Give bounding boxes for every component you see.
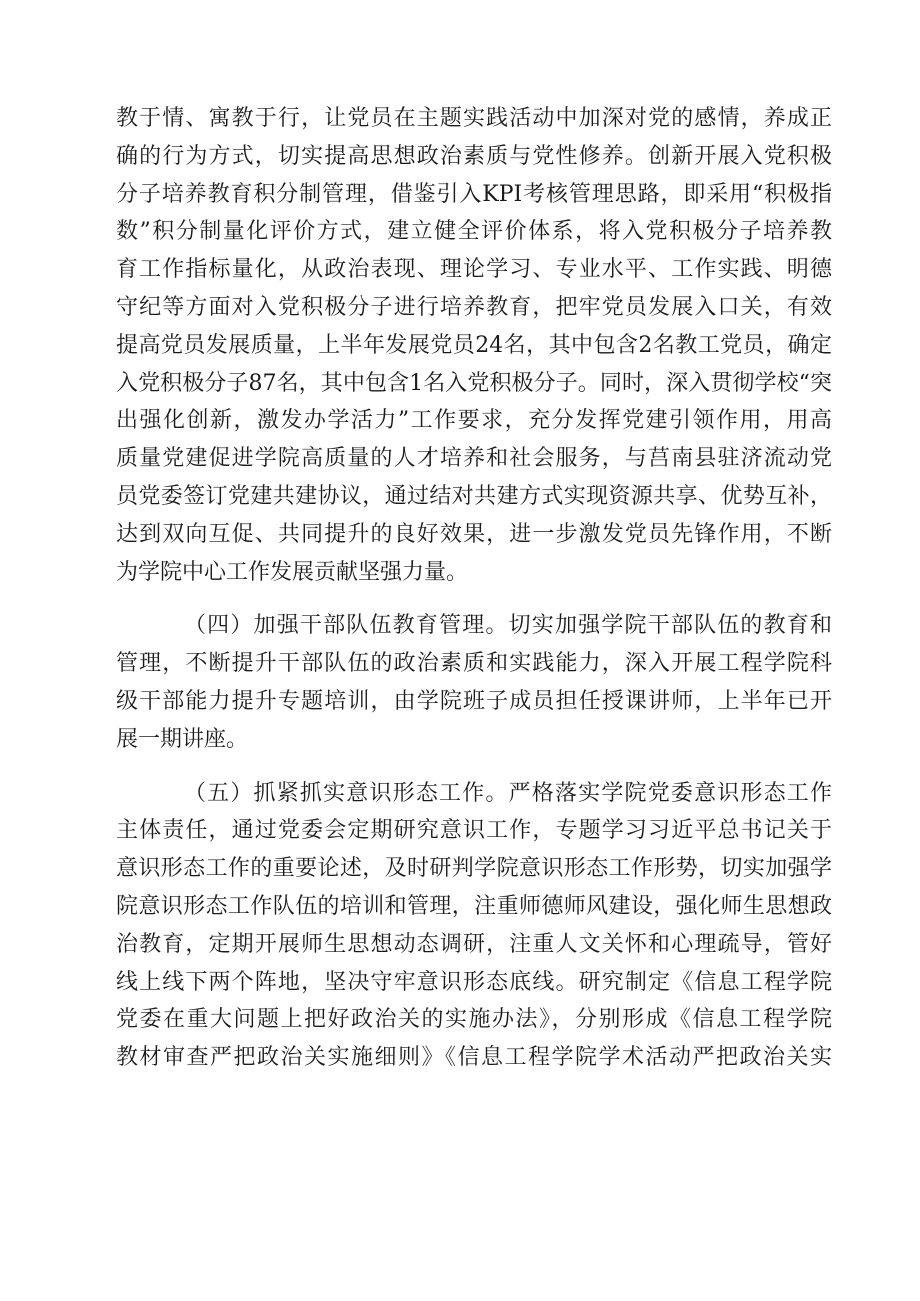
text-line: 员党委签订党建共建协议，通过结对共建方式实现资源共享、优势互补， [116,483,832,509]
text-line: 教于情、寓教于行，让党员在主题实践活动中加深对党的感情，养成正 [116,106,832,131]
text-line: 级干部能力提升专题培训，由学院班子成员担任授课讲师，上半年已开 [116,688,832,714]
text-line: 治教育，定期开展师生思想动态调研，注重人文关怀和心理疏导，管好 [116,931,832,957]
section-heading-line: （五）抓紧抓实意识形态工作。严格落实学院党委意识形态工作 [184,780,832,806]
text-line: 线上线下两个阵地，坚决守牢意识形态底线。研究制定《信息工程学院 [116,969,832,995]
text-line: 数”积分制量化评价方式，建立健全评价体系，将入党积极分子培养教 [116,219,832,245]
text-line: 展一期讲座。 [116,726,249,752]
text-line: 意识形态工作的重要论述，及时研判学院意识形态工作形势，切实加强学 [116,856,832,882]
text-line: 为学院中心工作发展贡献坚强力量。 [116,559,469,585]
text-line: 育工作指标量化，从政治表现、理论学习、专业水平、工作实践、明德 [116,257,832,283]
text-line: 党委在重大问题上把好政治关的实施办法》，分别形成《信息工程学院 [116,1007,832,1033]
text-line: 守纪等方面对入党积极分子进行培养教育，把牢党员发展入口关，有效 [116,294,832,320]
text-line: 院意识形态工作队伍的培训和管理，注重师德师风建设，强化师生思想政 [116,893,832,919]
paragraph-cadre-management [116,607,832,758]
paragraph-party-development [116,100,832,591]
text-line: 管理，不断提升干部队伍的政治素质和实践能力，深入开展工程学院科 [116,651,832,677]
text-line: 质量党建促进学院高质量的人才培养和社会服务，与莒南县驻济流动党 [116,446,832,472]
text-line: 提高党员发展质量，上半年发展党员24名，其中包含2名教工党员，确定 [116,332,832,358]
text-line: 教材审查严把政治关实施细则》《信息工程学院学术活动严把政治关实 [116,1045,832,1071]
paragraph-ideology-work [116,775,832,1077]
section-heading-line: （四）加强干部队伍教育管理。切实加强学院干部队伍的教育和 [184,613,832,639]
text-line: 主体责任，通过党委会定期研究意识工作，专题学习习近平总书记关于 [116,818,832,844]
text-line: 确的行为方式，切实提高思想政治素质与党性修养。创新开展入党积极 [116,143,832,169]
text-line: 出强化创新，激发办学活力”工作要求，充分发挥党建引领作用，用高 [116,408,832,434]
text-line: 达到双向互促、共同提升的良好效果，进一步激发党员先锋作用，不断 [116,521,832,547]
text-line: 入党积极分子87名，其中包含1名入党积极分子。同时，深入贯彻学校“突 [116,370,832,396]
paragraph-spacer [116,591,832,607]
document-body [116,100,832,1077]
text-line: 分子培养教育积分制管理，借鉴引入KPI考核管理思路，即采用“积极指 [116,181,832,207]
paragraph-spacer [116,759,832,775]
